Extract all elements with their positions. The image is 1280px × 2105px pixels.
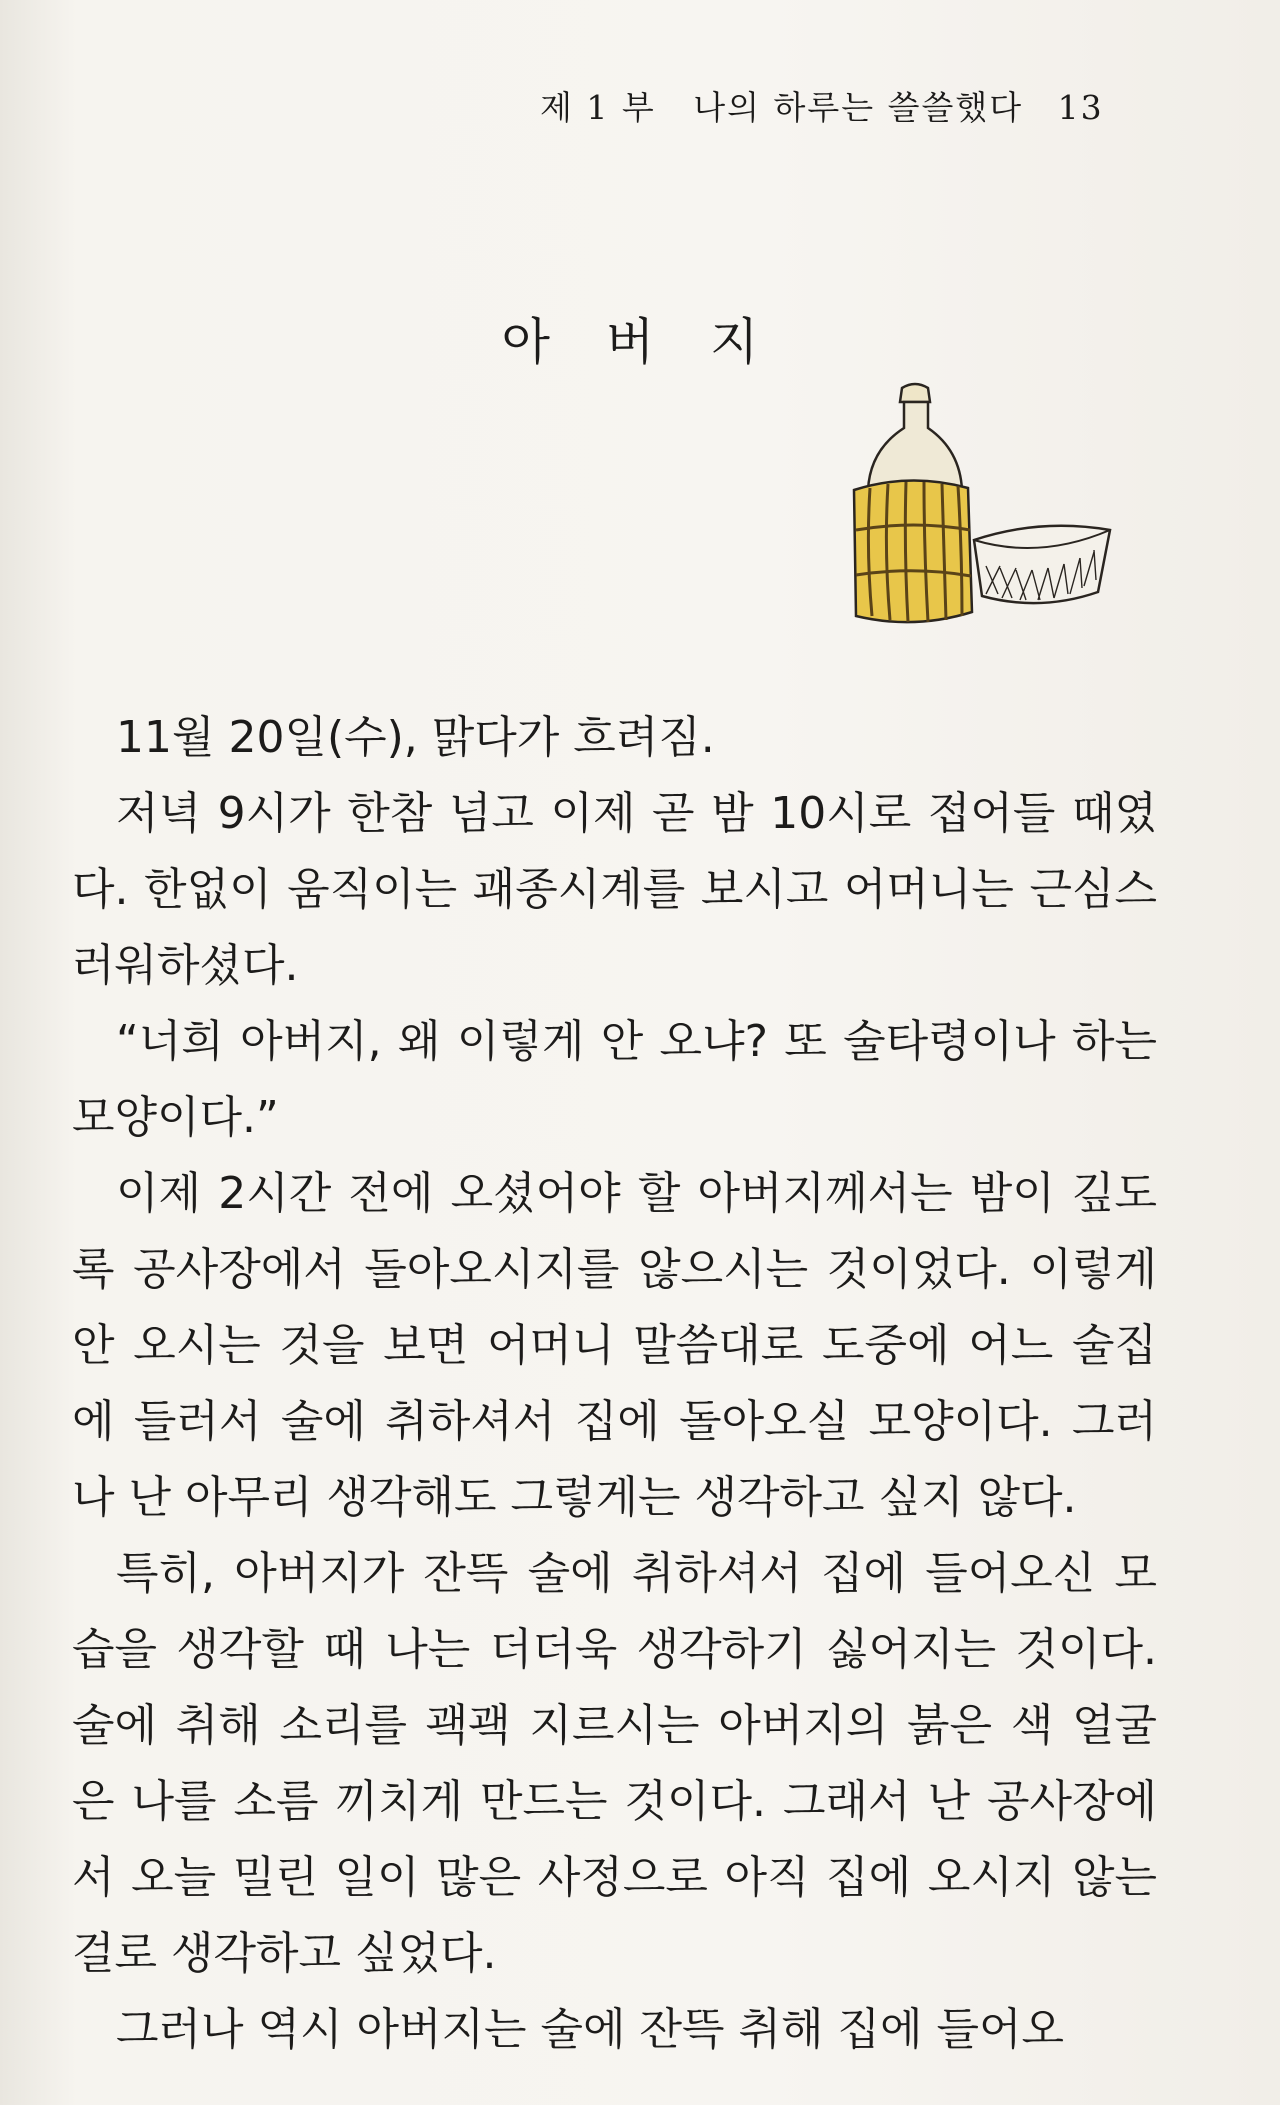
part-label: 제 1 부 xyxy=(540,88,656,127)
paragraph: 이제 2시간 전에 오셨어야 할 아버지께서는 밤이 깊도록 공사장에서 돌아오시지를 않으시는 것이었다. 이렇게 안 오시는 것을 보면 어머니 말씀대로 도중에 어느 술집에 들러서 술에 취하셔서 집에 돌아오실 모양이다. 그러나 난 아무리 생각해도 그렇게는 생각하고 싶지 않다. xyxy=(72,1168,1157,1523)
diary-date-line: 11월 20일(수), 맑다가 흐려짐. xyxy=(116,712,715,763)
diary-body xyxy=(72,700,1157,2068)
paragraph: 특히, 아버지가 잔뜩 술에 취하셔서 집에 들어오신 모습을 생각할 때 나는 더더욱 생각하기 싫어지는 것이다. 술에 취해 소리를 괙괙 지르시는 아버지의 붉은 색 얼굴은 나를 소름 끼치게 만드는 것이다. 그래서 난 공사장에서 오늘 밀린 일이 많은 사정으로 아직 집에 오시지 않는 걸로 생각하고 싶었다. xyxy=(72,1548,1157,1979)
page-number: 13 xyxy=(1057,88,1104,127)
running-header xyxy=(540,82,1130,129)
paragraph: 그러나 역시 아버지는 술에 잔뜩 취해 집에 들어오 xyxy=(116,2004,1064,2055)
soju-bottle-and-bowl-icon xyxy=(840,380,1120,630)
quote-paragraph: “너희 아버지, 왜 이렇게 안 오냐? 또 술타령이나 하는 모양이다.” xyxy=(72,1016,1157,1143)
chapter-title: 아 버 지 xyxy=(501,312,779,371)
paragraph: 저녁 9시가 한참 넘고 이제 곧 밤 10시로 접어들 때였다. 한없이 움직이는 괘종시계를 보시고 어머니는 근심스러워하셨다. xyxy=(72,788,1157,991)
chapter-name: 나의 하루는 쓸쓸했다 xyxy=(693,88,1024,127)
